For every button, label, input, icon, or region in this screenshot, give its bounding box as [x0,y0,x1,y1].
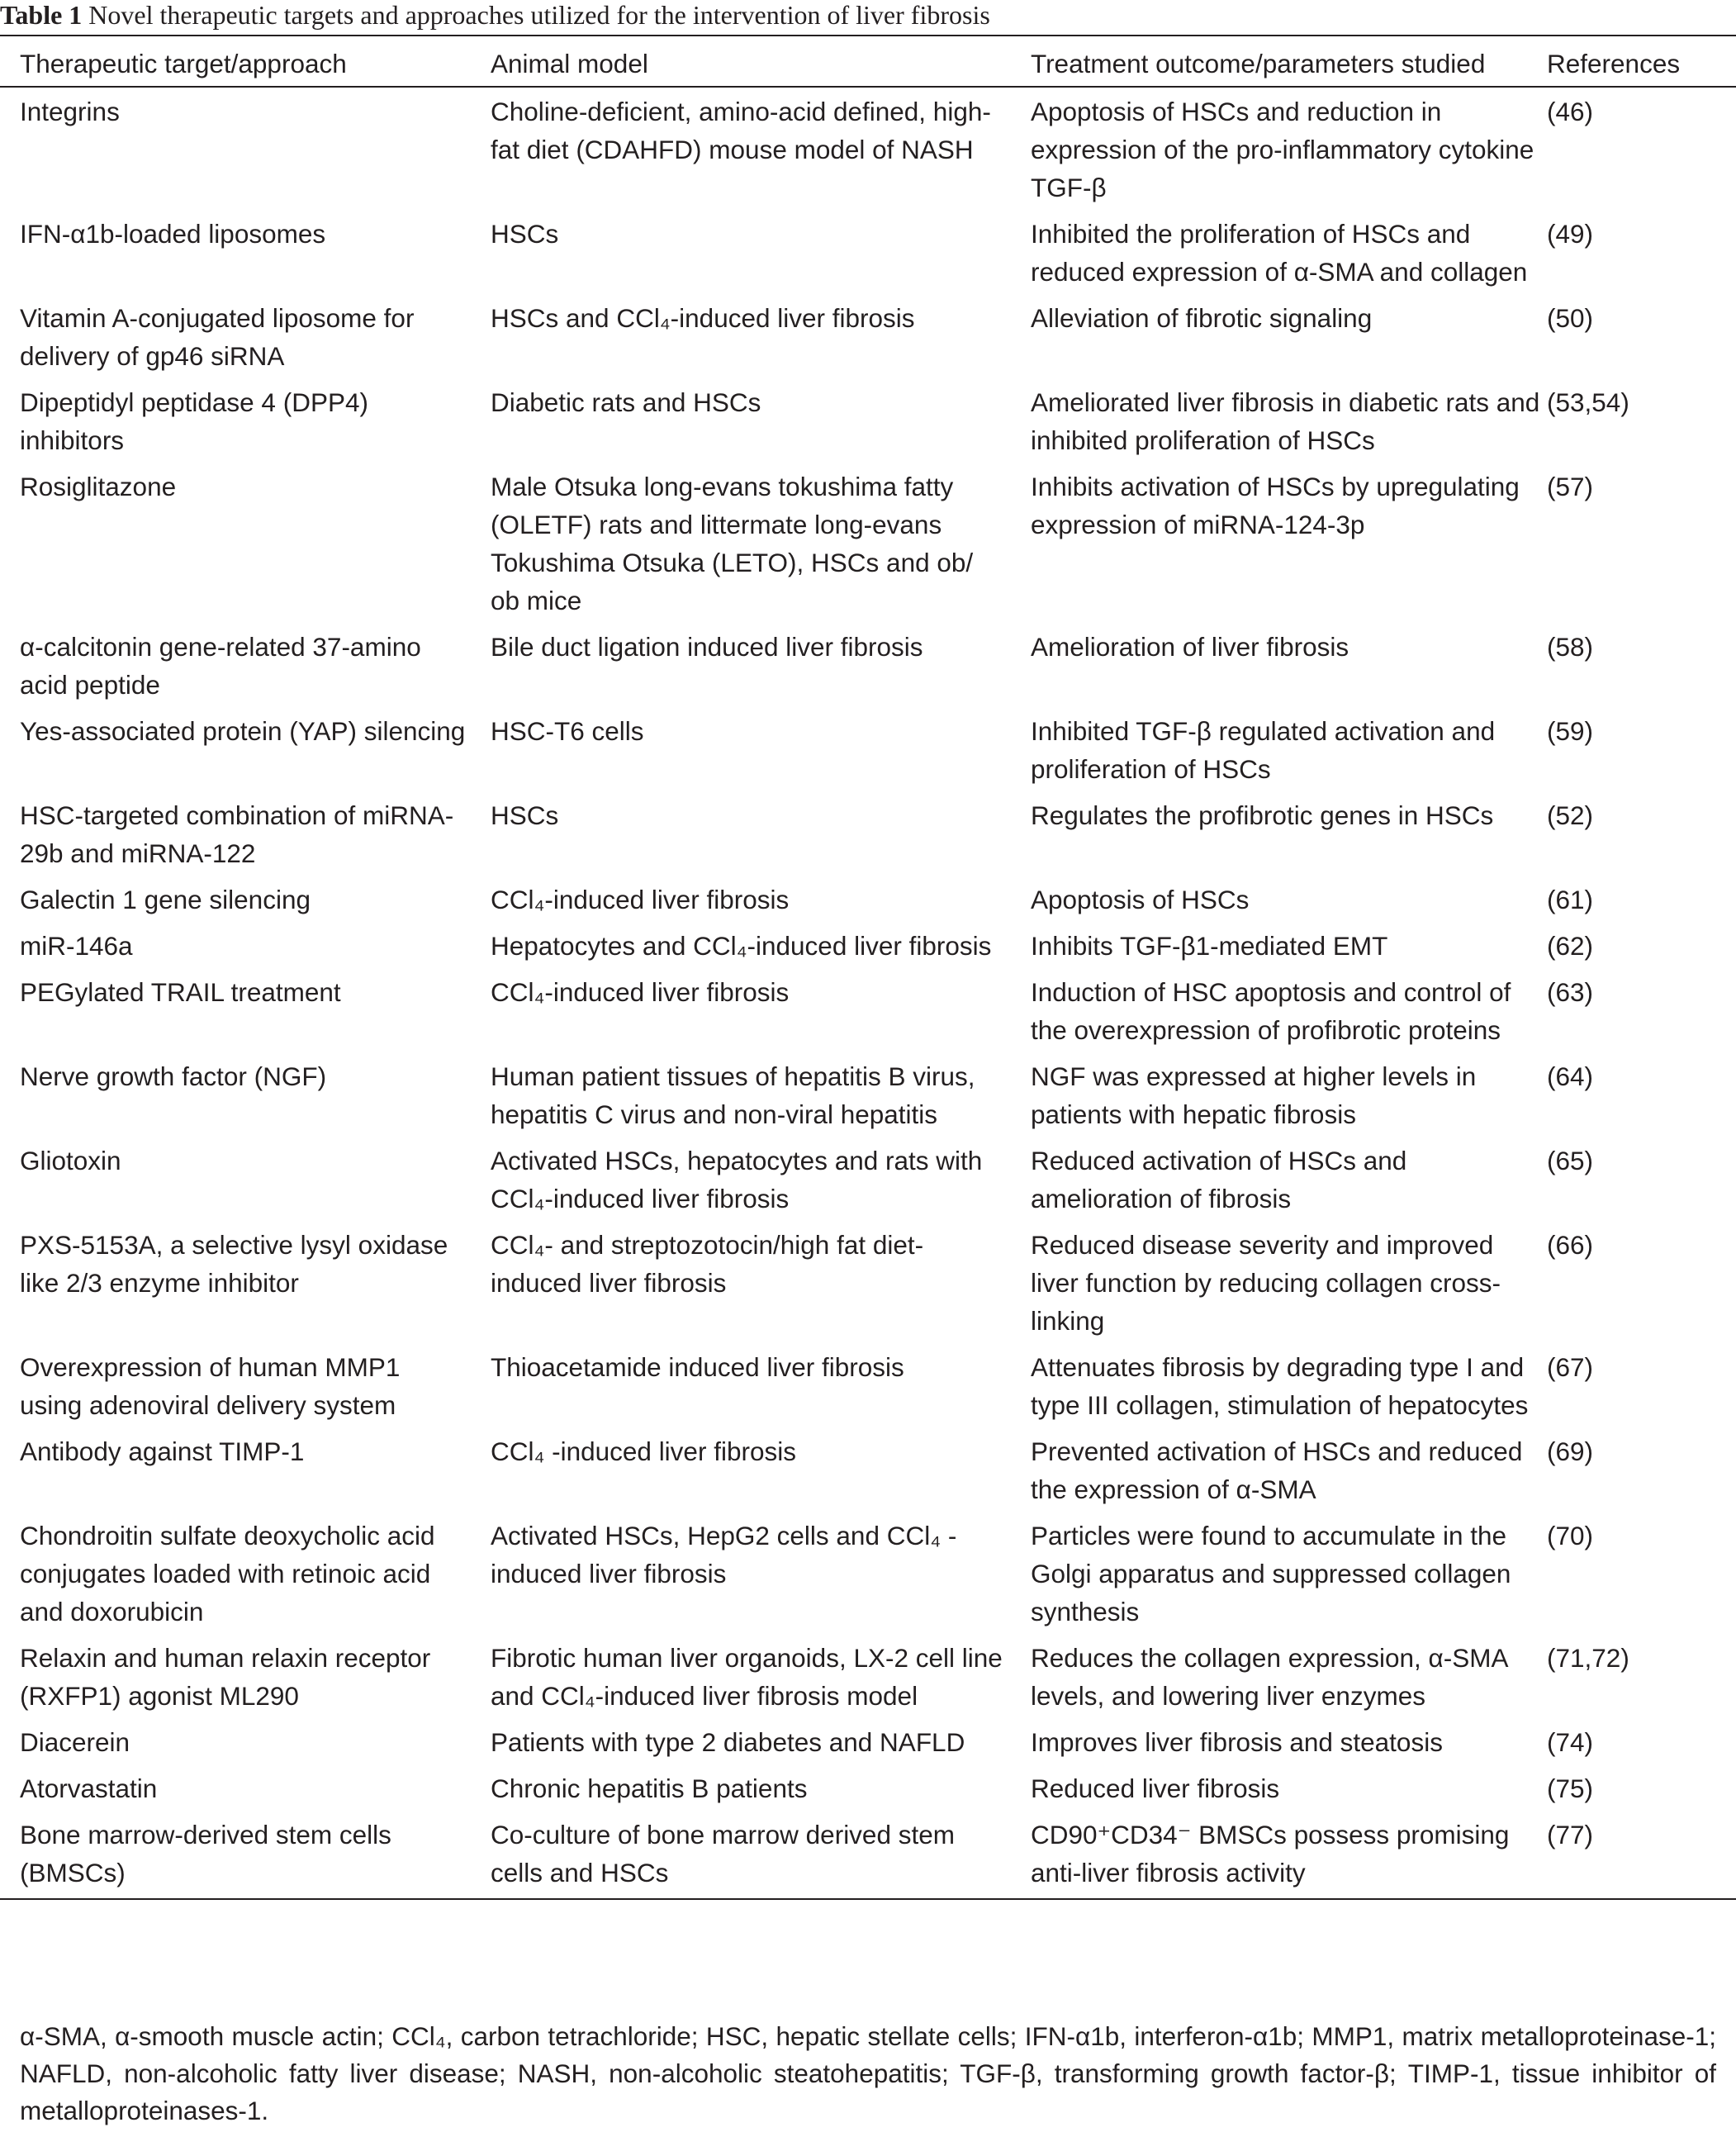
cell-therapeutic-target: Atorvastatin [20,1774,158,1803]
cell-treatment-outcome: Amelioration of liver fibrosis [1031,632,1349,662]
cell-reference: (67) [1547,1352,1594,1382]
cell-treatment-outcome: Inhibits TGF-β1-mediated EMT [1031,931,1388,961]
table-row [0,463,1736,623]
cell-treatment-outcome: Regulates the profibrotic genes in HSCs [1031,800,1494,830]
cell-animal-model: Diabetic rats and HSCs [491,387,761,417]
table-row [0,1137,1736,1221]
table-row [0,791,1736,876]
table-caption [0,0,1736,30]
cell-animal-model: Hepatocytes and CCl₄-induced liver fibrosis [491,931,992,961]
cell-reference: (53,54) [1547,387,1629,417]
cell-treatment-outcome: Induction of HSC apoptosis and control of the overexpression of profibrotic proteins [1031,977,1511,1045]
cell-therapeutic-target: Relaxin and human relaxin receptor (RXFP1) agonist ML290 [20,1643,431,1711]
cell-reference: (46) [1547,97,1594,126]
cell-reference: (50) [1547,303,1594,333]
table-row [0,968,1736,1052]
cell-animal-model: Human patient tissues of hepatitis B virus, hepatitis C virus and non-viral hepatitis [491,1061,975,1129]
header-therapeutic-target: Therapeutic target/approach [0,36,471,87]
cell-reference: (57) [1547,472,1594,501]
table-row [0,294,1736,378]
cell-animal-model: HSCs [491,219,559,249]
table-footnote: α-SMA, α-smooth muscle actin; CCl₄, carbon tetrachloride; HSC, hepatic stellate cells; IFN-α1b, interferon-α1b; MMP1, matrix metalloproteinase-1; NAFLD, non-alcoholic fatty liver disease; NASH, non-alcoholic steatohepatitis; TGF-β, transforming growth factor-β; TIMP-1, tissue inhibitor of metalloproteinases-1. [20,2021,1716,2125]
cell-reference: (70) [1547,1521,1594,1550]
cell-treatment-outcome: Reduced disease severity and improved liver function by reducing collagen cross-linking [1031,1230,1501,1336]
cell-therapeutic-target: PEGylated TRAIL treatment [20,977,341,1007]
cell-therapeutic-target: Vitamin A-conjugated liposome for delivery of gp46 siRNA [20,303,415,371]
cell-reference: (64) [1547,1061,1594,1091]
cell-treatment-outcome: Alleviation of fibrotic signaling [1031,303,1373,333]
cell-reference: (75) [1547,1774,1594,1803]
cell-animal-model: CCl₄- and streptozotocin/high fat diet-induced liver fibrosis [491,1230,924,1298]
cell-reference: (52) [1547,800,1594,830]
cell-reference: (61) [1547,885,1594,914]
cell-treatment-outcome: Apoptosis of HSCs [1031,885,1250,914]
cell-animal-model: CCl₄-induced liver fibrosis [491,885,790,914]
cell-reference: (65) [1547,1146,1594,1175]
table-row [0,87,1736,210]
cell-animal-model: HSCs and CCl₄-induced liver fibrosis [491,303,915,333]
cell-therapeutic-target: Gliotoxin [20,1146,121,1175]
cell-therapeutic-target: Chondroitin sulfate deoxycholic acid conjugates loaded with retinoic acid and doxorubicin [20,1521,435,1626]
cell-animal-model: HSCs [491,800,559,830]
cell-animal-model: Co-culture of bone marrow derived stem cells and HSCs [471,1811,1011,1899]
table-row [0,1764,1736,1811]
header-row [0,36,1736,87]
cell-therapeutic-target: α-calcitonin gene-related 37-amino acid peptide [20,632,421,700]
table-row [0,922,1736,968]
cell-therapeutic-target: Galectin 1 gene silencing [20,885,311,914]
cell-animal-model: HSC-T6 cells [491,716,644,746]
table-caption-label: Table 1 [0,0,83,30]
cell-therapeutic-target: Integrins [20,97,120,126]
cell-animal-model: Choline-deficient, amino-acid defined, high-fat diet (CDAHFD) mouse model of NASH [491,97,991,164]
cell-animal-model: Patients with type 2 diabetes and NAFLD [491,1727,965,1757]
table-row [0,210,1736,294]
cell-reference: (58) [1547,632,1594,662]
table-row [0,1427,1736,1512]
cell-treatment-outcome: Ameliorated liver fibrosis in diabetic rats and inhibited proliferation of HSCs [1031,387,1540,455]
cell-therapeutic-target: Overexpression of human MMP1 using adenoviral delivery system [20,1352,401,1420]
cell-animal-model: Bile duct ligation induced liver fibrosis [491,632,923,662]
cell-treatment-outcome: Particles were found to accumulate in the Golgi apparatus and suppressed collagen synthesis [1031,1521,1511,1626]
cell-therapeutic-target: Nerve growth factor (NGF) [20,1061,327,1091]
table-caption-text: Novel therapeutic targets and approaches utilized for the intervention of liver fibrosis [88,0,990,30]
cell-treatment-outcome: Reduced activation of HSCs and amelioration of fibrosis [1031,1146,1407,1213]
cell-treatment-outcome: Inhibits activation of HSCs by upregulating expression of miRNA-124-3p [1031,472,1520,539]
cell-therapeutic-target: miR-146a [20,931,133,961]
cell-reference: (59) [1547,716,1594,746]
table-row [0,1052,1736,1137]
cell-treatment-outcome: Inhibited TGF-β regulated activation and proliferation of HSCs [1031,716,1496,784]
cell-therapeutic-target: Dipeptidyl peptidase 4 (DPP4) inhibitors [20,387,368,455]
cell-therapeutic-target: Yes-associated protein (YAP) silencing [20,716,466,746]
cell-reference: (66) [1547,1230,1594,1260]
table-row [0,1221,1736,1343]
cell-animal-model: Chronic hepatitis B patients [491,1774,808,1803]
cell-animal-model: CCl₄ -induced liver fibrosis [491,1436,796,1466]
cell-therapeutic-target: IFN-α1b-loaded liposomes [20,219,326,249]
header-animal-model: Animal model [471,36,1011,87]
table-row [0,1718,1736,1764]
cell-therapeutic-target: Bone marrow-derived stem cells (BMSCs) [0,1811,471,1899]
cell-treatment-outcome: CD90⁺CD34⁻ BMSCs possess promising anti-liver fibrosis activity [1011,1811,1544,1899]
cell-reference: (77) [1544,1811,1736,1899]
cell-reference: (69) [1547,1436,1594,1466]
therapeutic-targets-table [0,35,1736,1900]
table-header [0,36,1736,87]
cell-animal-model: Thioacetamide induced liver fibrosis [491,1352,904,1382]
cell-treatment-outcome: Reduces the collagen expression, α-SMA levels, and lowering liver enzymes [1031,1643,1507,1711]
table-row [0,623,1736,707]
table-row [0,876,1736,922]
cell-treatment-outcome: NGF was expressed at higher levels in patients with hepatic fibrosis [1031,1061,1477,1129]
cell-therapeutic-target: Rosiglitazone [20,472,177,501]
header-treatment-outcome: Treatment outcome/parameters studied [1011,36,1544,87]
cell-treatment-outcome: Inhibited the proliferation of HSCs and reduced expression of α-SMA and collagen [1031,219,1528,287]
cell-treatment-outcome: Improves liver fibrosis and steatosis [1031,1727,1443,1757]
cell-animal-model: CCl₄-induced liver fibrosis [491,977,790,1007]
cell-reference: (62) [1547,931,1594,961]
cell-therapeutic-target: Diacerein [20,1727,130,1757]
cell-treatment-outcome: Apoptosis of HSCs and reduction in expression of the pro-inflammatory cytokine TGF-β [1031,97,1534,202]
table-row [0,707,1736,791]
header-references: References [1544,36,1736,87]
cell-therapeutic-target: PXS-5153A, a selective lysyl oxidase like 2/3 enzyme inhibitor [20,1230,448,1298]
table-row [0,1512,1736,1634]
cell-treatment-outcome: Prevented activation of HSCs and reduced the expression of α-SMA [1031,1436,1523,1504]
cell-reference: (63) [1547,977,1594,1007]
table-body [0,87,1736,1899]
cell-treatment-outcome: Reduced liver fibrosis [1031,1774,1280,1803]
cell-reference: (71,72) [1547,1643,1629,1673]
table-row [0,378,1736,463]
table-row [0,1343,1736,1427]
table-row [0,1811,1736,1899]
cell-reference: (74) [1547,1727,1594,1757]
cell-animal-model: Fibrotic human liver organoids, LX-2 cell line and CCl₄-induced liver fibrosis model [491,1643,1003,1711]
cell-treatment-outcome: Attenuates fibrosis by degrading type I and type III collagen, stimulation of hepatocytes [1031,1352,1529,1420]
cell-therapeutic-target: Antibody against TIMP-1 [20,1436,305,1466]
cell-animal-model: Activated HSCs, HepG2 cells and CCl₄ -induced liver fibrosis [491,1521,957,1588]
cell-therapeutic-target: HSC-targeted combination of miRNA-29b and miRNA-122 [20,800,454,868]
cell-reference: (49) [1547,219,1594,249]
cell-animal-model: Activated HSCs, hepatocytes and rats with CCl₄-induced liver fibrosis [491,1146,983,1213]
table-row [0,1634,1736,1718]
cell-animal-model: Male Otsuka long-evans tokushima fatty (OLETF) rats and littermate long-evans Tokushima Otsuka (LETO), HSCs and ob/ ob mice [491,472,974,615]
